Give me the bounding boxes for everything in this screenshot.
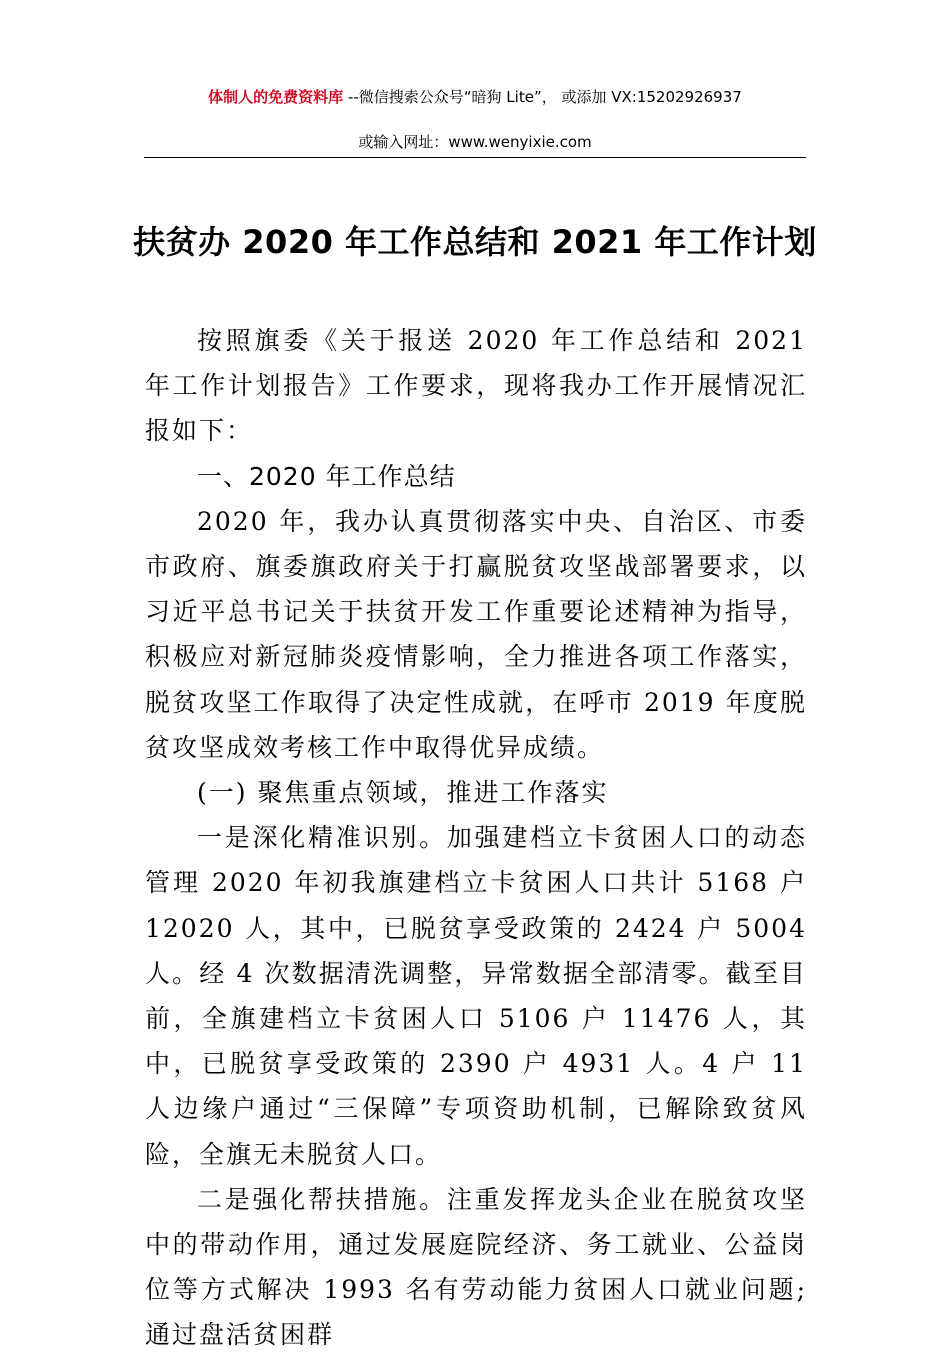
intro-paragraph: 按照旗委《关于报送 2020 年工作总结和 2021 年工作计划报告》工作要求，现将我办工作开展情况汇报如下： (145, 326, 807, 446)
header-website: 或输入网址：www.wenyixie.com (358, 133, 592, 151)
document-title: 扶贫办 2020 年工作总结和 2021 年工作计划 (133, 223, 817, 261)
subsection-heading-1: (一) 聚焦重点领域，推进工作落实 (197, 778, 609, 808)
header-contact: --微信搜索公众号“暗狗 Lite”， 或添加 VX:15202926937 (343, 88, 742, 106)
header-divider (144, 157, 806, 158)
section-heading-1: 一、2020 年工作总结 (197, 461, 456, 491)
document-body (145, 318, 807, 1358)
header-banner (0, 86, 950, 108)
summary-paragraph: 2020 年，我办认真贯彻落实中央、自治区、市委市政府、旗委旗政府关于打赢脱贫攻坚战部署要求，以习近平总书记关于扶贫开发工作重要论述精神为指导，积极应对新冠肺炎疫情影响，全力推进各项工作落实，脱贫攻坚工作取得了决定性成就，在呼市 2019 年度脱贫攻坚成效考核工作中取得优异成绩。 (145, 506, 807, 762)
point-2-paragraph: 二是强化帮扶措施。注重发挥龙头企业在脱贫攻坚中的带动作用，通过发展庭院经济、务工就业、公益岗位等方式解决 1993 名有劳动能力贫困人口就业问题;通过盘活贫困群 (145, 1184, 807, 1350)
header-brand: 体制人的免费资料库 (208, 88, 344, 106)
point-1-paragraph: 一是深化精准识别。加强建档立卡贫困人口的动态管理 2020 年初我旗建档立卡贫困人口共计 5168 户 12020 人，其中，已脱贫享受政策的 2424 户 5004 人。经 4 次数据清洗调整，异常数据全部清零。截至目前，全旗建档立卡贫困人口 5106 户 11476 人，其中，已脱贫享受政策的 2390 户 4931 人。4 户 11 人边缘户通过“三保障”专项资助机制，已解除致贫风险，全旗无未脱贫人口。 (145, 823, 807, 1169)
